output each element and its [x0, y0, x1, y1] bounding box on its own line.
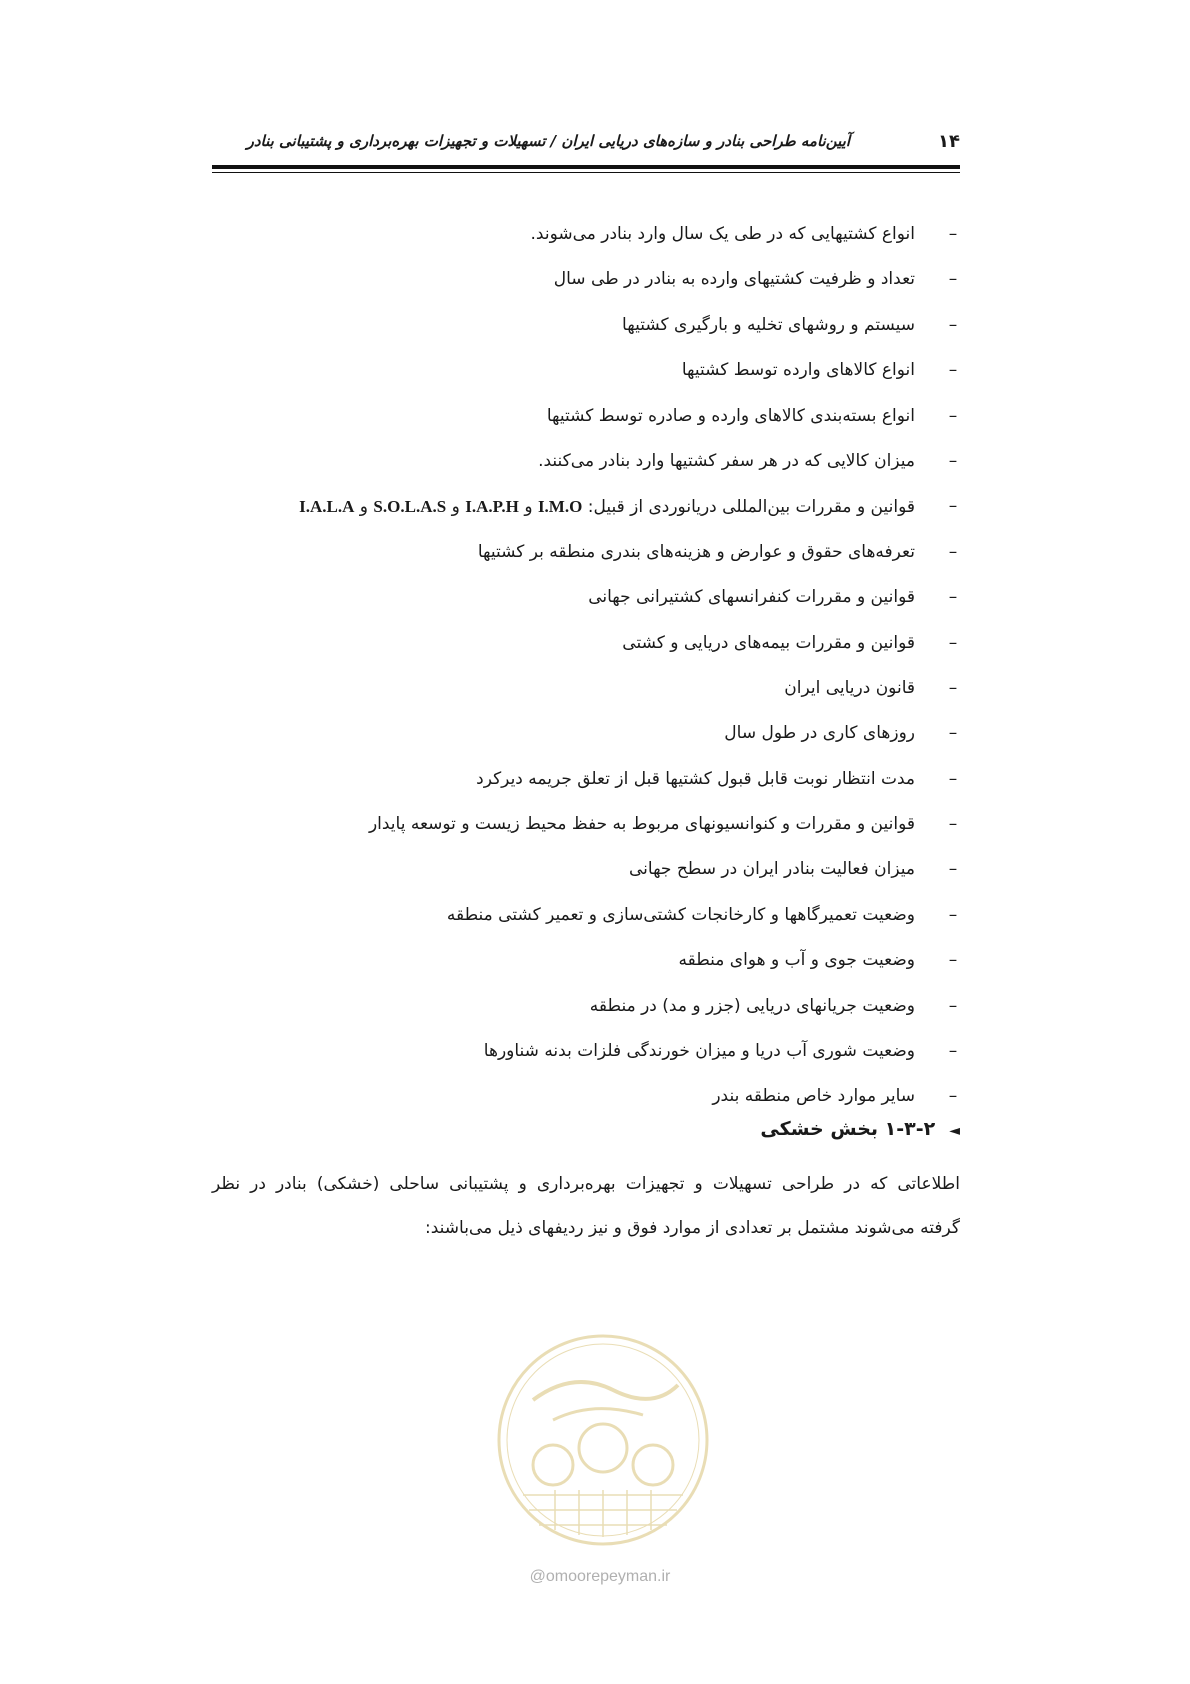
- list-item: [299, 257, 960, 302]
- list-item: [299, 1029, 960, 1074]
- list-item-text: قوانین و مقررات و کنوانسیونهای مربوط به حفظ محیط زیست و توسعه پایدار: [368, 814, 915, 835]
- organization-code: I.A.L.A: [299, 497, 355, 517]
- list-item: [299, 893, 960, 938]
- bullet-dash-icon: –: [948, 677, 958, 698]
- bullet-dash-icon: –: [948, 450, 958, 471]
- bullet-dash-icon: –: [948, 314, 958, 335]
- list-item: [299, 802, 960, 847]
- list-item-text: میزان فعالیت بنادر ایران در سطح جهانی: [629, 859, 915, 880]
- list-item: [299, 394, 960, 439]
- bullet-dash-icon: –: [948, 814, 958, 835]
- list-item-text: وضعیت تعمیرگاهها و کارخانجات کشتی‌سازی و تعمیر کشتی منطقه: [446, 904, 915, 925]
- bullet-dash-icon: –: [948, 632, 958, 653]
- list-item: [299, 439, 960, 484]
- bullet-dash-icon: –: [948, 496, 958, 517]
- list-item-text: قوانین و مقررات کنفرانسهای کشتیرانی جهانی: [588, 587, 915, 608]
- list-item-text: قوانین و مقررات بیمه‌های دریایی و کشتی: [622, 632, 915, 653]
- list-item-text: وضعیت جوی و آب و هوای منطقه: [678, 950, 915, 971]
- page-header: [212, 128, 960, 162]
- list-item: [299, 303, 960, 348]
- bullet-dash-icon: –: [948, 224, 958, 244]
- bullet-list: [299, 212, 960, 1120]
- bullet-dash-icon: –: [948, 541, 958, 562]
- list-item-text: قوانین و مقررات بین‌المللی دریانوردی از قبیل:: [587, 497, 915, 518]
- list-item-text: مدت انتظار نوبت قابل قبول کشتیها قبل از تعلق جریمه دیرکرد: [476, 768, 915, 789]
- running-title: آیین‌نامه طراحی بنادر و سازه‌های دریایی ایران / تسهیلات و تجهیزات بهره‌برداری و پشتیبانی بنادر: [246, 132, 850, 150]
- list-item-text: قانون دریایی ایران: [784, 677, 915, 698]
- organization-code: I.M.O: [537, 497, 583, 517]
- bullet-dash-icon: –: [948, 1086, 958, 1107]
- bullet-dash-icon: –: [948, 587, 958, 608]
- body-paragraph: [212, 1162, 960, 1250]
- header-rule-thin: [212, 172, 960, 173]
- list-item-text: سایر موارد خاص منطقه بندر: [712, 1086, 915, 1107]
- bullet-dash-icon: –: [948, 995, 958, 1016]
- watermark-caption: @omoorepeyman.ir: [529, 1568, 671, 1585]
- page-number: ۱۴: [938, 131, 960, 152]
- list-item-text: تعداد و ظرفیت کشتیهای وارده به بنادر در طی سال: [553, 269, 915, 290]
- paragraph-line-2: گرفته می‌شوند مشتمل بر تعدادی از موارد فوق و نیز ردیفهای ذیل می‌باشند:: [424, 1218, 960, 1238]
- section-number: ۱-۳-۲: [884, 1118, 936, 1140]
- list-item: [299, 212, 960, 257]
- list-item: [299, 984, 960, 1029]
- list-item: [299, 666, 960, 711]
- list-item: [299, 847, 960, 892]
- list-item: [299, 530, 960, 575]
- bullet-dash-icon: –: [948, 1041, 958, 1062]
- bullet-dash-icon: –: [948, 904, 958, 925]
- list-item-text: سیستم و روشهای تخلیه و بارگیری کشتیها: [622, 314, 915, 335]
- bullet-dash-icon: –: [948, 269, 958, 290]
- list-item-text: انواع بسته‌بندی کالاهای وارده و صادره توسط کشتیها: [546, 405, 915, 426]
- list-item: [299, 938, 960, 983]
- paragraph-line-1: اطلاعاتی که در طراحی تسهیلات و تجهیزات بهره‌برداری و پشتیبانی ساحلی (خشکی) بنادر در نظر: [212, 1174, 960, 1194]
- header-rule-thick: [212, 165, 960, 169]
- list-item-text: وضعیت جریانهای دریایی (جزر و مد) در منطقه: [589, 995, 915, 1016]
- watermark-logo: [493, 1330, 713, 1560]
- list-item-text: تعرفه‌های حقوق و عوارض و هزینه‌های بندری منطقه بر کشتیها: [477, 541, 915, 562]
- section-marker-icon: ◄: [949, 1123, 960, 1139]
- list-item: [299, 621, 960, 666]
- bullet-dash-icon: –: [948, 768, 958, 789]
- bullet-dash-icon: –: [948, 723, 958, 744]
- conjunction: و: [359, 497, 369, 518]
- list-item-text: وضعیت شوری آب دریا و میزان خورندگی فلزات بدنه شناورها: [483, 1041, 915, 1062]
- list-item: [299, 484, 960, 529]
- list-item: [299, 1074, 960, 1119]
- conjunction: و: [524, 497, 533, 518]
- bullet-dash-icon: –: [948, 360, 958, 381]
- list-item: [299, 757, 960, 802]
- section-title: بخش خشکی: [760, 1118, 879, 1140]
- list-item-text: انواع کالاهای وارده توسط کشتیها: [681, 360, 915, 381]
- list-item-text: انواع کشتیهایی که در طی یک سال وارد بنادر می‌شوند.: [530, 224, 915, 244]
- list-item-text: روزهای کاری در طول سال: [724, 723, 915, 744]
- bullet-dash-icon: –: [948, 405, 958, 426]
- list-item: [299, 575, 960, 620]
- list-item: [299, 711, 960, 756]
- list-item: [299, 348, 960, 393]
- organization-code: S.O.L.A.S: [373, 497, 447, 517]
- organization-code: I.A.P.H: [465, 497, 519, 517]
- list-item-text: میزان کالایی که در هر سفر کشتیها وارد بنادر می‌کنند.: [538, 450, 915, 471]
- section-heading: [760, 1118, 960, 1140]
- bullet-dash-icon: –: [948, 859, 958, 880]
- bullet-dash-icon: –: [948, 950, 958, 971]
- conjunction: و: [451, 497, 460, 518]
